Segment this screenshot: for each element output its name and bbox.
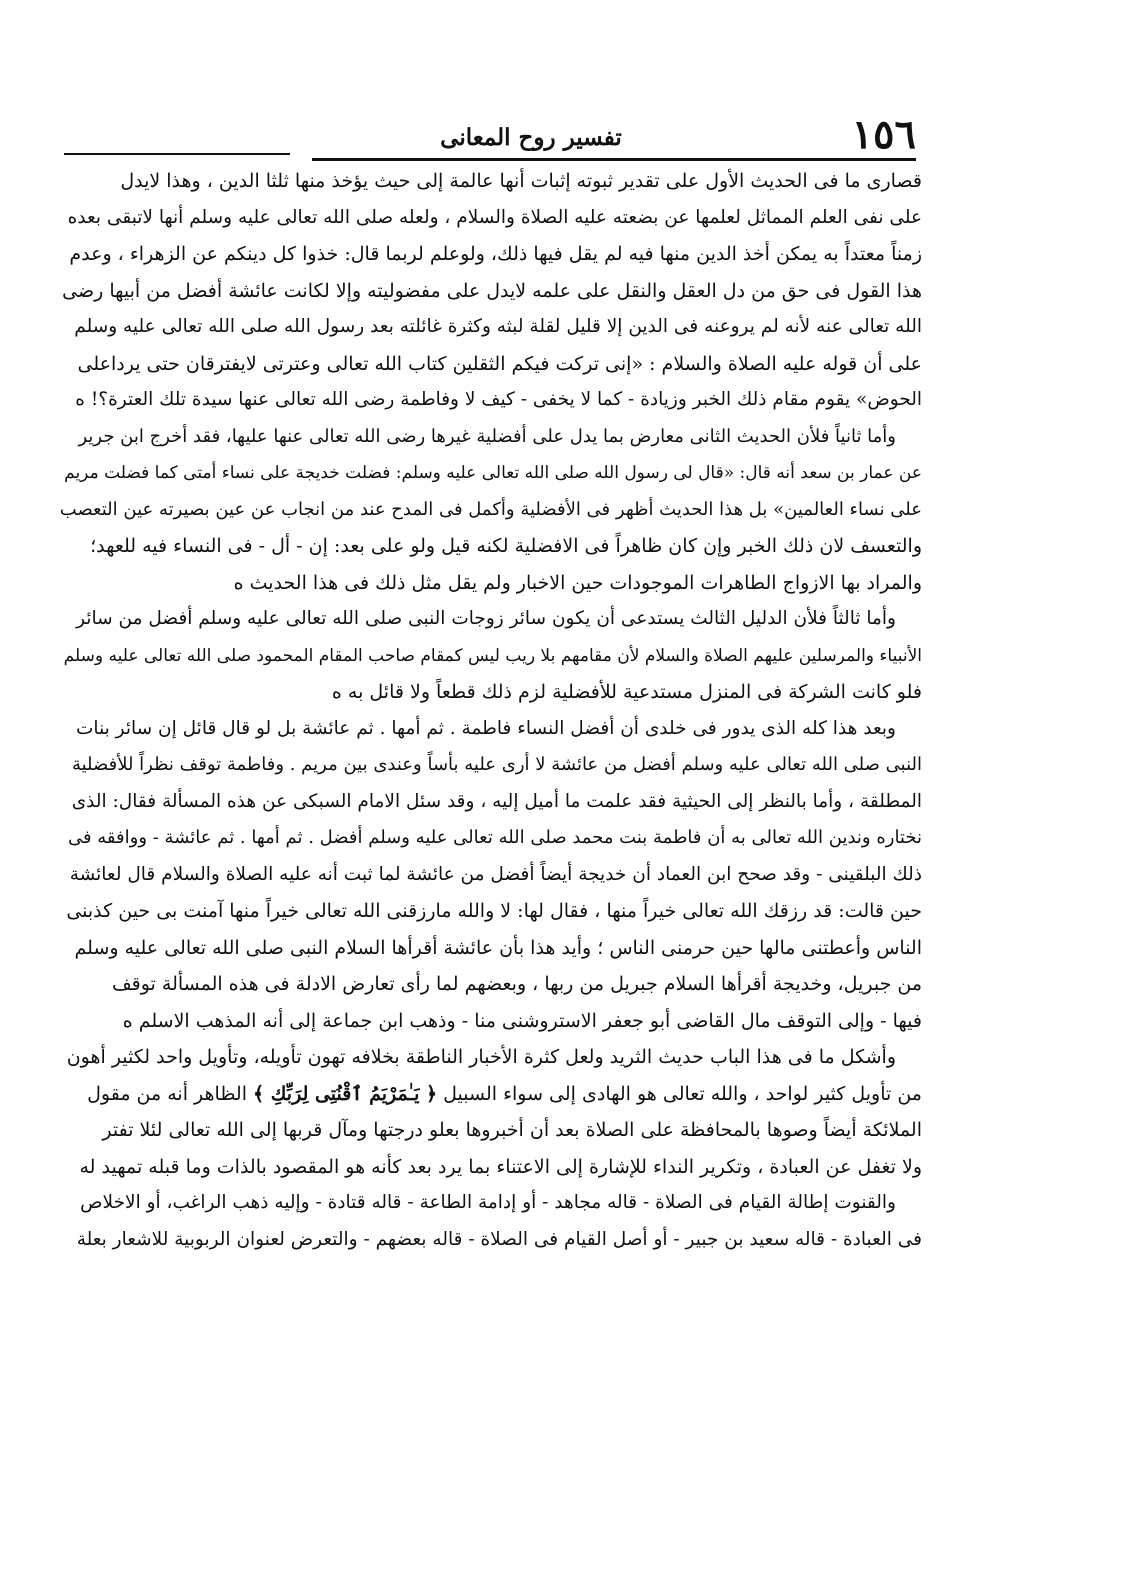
line-text: من جبريل، وخديجة أقرأها السلام جبريل من ربها ، وبعضهم لما رأى تعارض الادلة فى هذه المسألة توقف [111,973,922,995]
header-rule-right [312,158,916,161]
text-line [60,1039,922,1076]
body-text [60,163,922,1258]
line-text: الأنبياء والمرسلين عليهم الصلاة والسلام لأن مقامهم بلا ريب ليس كمقام صاحب المقام المحمود صلى الله تعالى عليه وسلم [63,645,922,666]
text-line [60,711,922,748]
text-line [60,528,922,565]
line-text: المطلقة ، وأما بالنظر إلى الحيثية فقد علمت ما أميل إليه ، وقد سئل الامام السبكى عن هذه المسألة فقال: الذى [71,790,922,812]
text-line [60,382,922,419]
line-text-continued: الظاهر أنه من مقول [87,1082,254,1105]
text-line [60,638,922,675]
text-line [60,1185,922,1222]
text-line [60,601,922,638]
line-text: قصارى ما فى الحديث الأول على تقدير ثبوته إثبات أنها عالمة إلى حيث يؤخذ منها ثلثا الدين ، وهذا لايدل [120,170,922,192]
text-line [60,674,922,711]
line-text: وبعد هذا كله الذى يدور فى خلدى أن أفضل النساء فاطمة . ثم أمها . ثم عائشة بل لو قال قائل إن سائر بنات [76,717,896,739]
text-line [60,747,922,784]
line-text: نختاره وندين الله تعالى به أن فاطمة بنت محمد صلى الله تعالى عليه وسلم أفضل . ثم أمها . ثم عائشة - ووافقه فى [67,827,922,848]
text-line [60,163,922,200]
page-number: ١٥٦ [851,111,916,158]
line-text: فى العبادة - قاله سعيد بن جبير - أو أصل القيام فى الصلاة - قاله بعضهم - والتعرض لعنوان الربوبية للاشعار بعلة [76,1228,922,1250]
text-line [60,273,922,310]
line-text: على نساء العالمين» بل هذا الحديث أظهر فى الأفضلية وأكمل فى المدح عند من انجاب عن عين بصيرته عين التعصب [60,498,922,520]
text-line [60,492,922,529]
quran-verse: ﴿ يَـٰمَرْيَمُ ٱقْنُتِى لِرَبِّكِ ﴾ [253,1082,438,1105]
text-line [60,820,922,857]
line-text: فيها - وإلى التوقف مال القاضى أبو جعفر الاستروشنى منا - وذهب ابن جماعة إلى أنه المذهب الاسلم ه [122,1009,922,1032]
text-line [60,200,922,237]
line-text: والتعسف لان ذلك الخبر وإن كان ظاهراً فى الافضلية لكنه قيل ولو على بعد: إن - أل - فى النساء فيه للعهد؛ [90,535,922,557]
line-text: النبى صلى الله تعالى عليه وسلم أفضل من عائشة لا أرى عليه بأساً وعندى بين مريم . وفاطمة توقف نظراً للأفضلية [71,754,922,775]
book-page [60,111,922,1565]
page-header [60,111,922,165]
line-text: فلو كانت الشركة فى المنزل مستدعية للأفضلية لزم ذلك قطعاً ولا قائل به ه [331,681,922,703]
text-line [60,309,922,346]
line-text: وأما ثالثاً فلأن الدليل الثالث يستدعى أن يكون سائر زوجات النبى صلى الله تعالى عليه وسلم أفضل من سائر [76,608,896,629]
line-text: عن عمار بن سعد أنه قال: «قال لى رسول الله صلى الله تعالى عليه وسلم: فضلت خديجة على نساء أمتى كما فضلت مريم [64,463,922,483]
text-line [60,966,922,1003]
line-text: زمناً معتداً به يمكن أخذ الدين منها فيه لم يقل فيها ذلك، ولوعلم لربما قال: خذوا كل دينكم عن الزهراء ، وعدم [69,243,922,265]
line-text: حين قالت: قد رزقك الله تعالى خيراً منها ، فقال لها: لا والله مارزقنى الله تعالى خيراً منها آمنت بى حين كذبنى [66,900,922,922]
line-text: الحوض» يقوم مقام ذلك الخبر وزيادة - كما لا يخفى - كيف لا وفاطمة رضى الله تعالى عنها سيدة تلك العترة؟! ه [75,389,922,410]
line-text: هذا القول فى حق من دل العقل والنقل على علمه لايدل على مفضوليته وإلا لكانت عائشة أفضل من أبيها رضى [62,279,922,302]
line-text: على نفى العلم المماثل لعلمها عن بضعته عليه الصلاة والسلام ، ولعله صلى الله تعالى عليه وسلم أنها لاتبقى بعده [67,206,922,228]
line-text: من تأويل كثير لواحد ، والله تعالى هو الهادى إلى سواء السبيل [443,1082,922,1105]
text-line [60,893,922,930]
text-line [60,857,922,894]
line-text: على أن قوله عليه الصلاة والسلام : «إنى تركت فيكم الثقلين كتاب الله تعالى وعترتى لايفترقان حتى يرداعلى [77,352,922,375]
line-text: وأما ثانياً فلأن الحديث الثانى معارض بما يدل على أفضلية غيرها رضى الله تعالى عنها عليها، فقد أخرج ابن جرير [78,425,896,447]
text-line [60,930,922,967]
text-line [60,455,922,492]
line-text: الملائكة أيضاً وصوها بالمحافظة على الصلاة بعد أن أخبروها بعلو درجتها ومآل قربها إلى الله تعالى لئلا تفتر [102,1119,922,1141]
line-text: ذلك البلقينى - وقد صحح ابن العماد أن خديجة أيضاً أفضل من عائشة لما ثبت أنه عليه الصلاة والسلام قال لعائشة [69,863,922,885]
line-text: وأشكل ما فى هذا الباب حديث الثريد ولعل كثرة الأخبار الناطقة بخلافه تهون تأويله، وتأويل واحد لكثير أهون [66,1046,896,1068]
text-line [60,419,922,456]
header-rule-left [64,153,290,155]
text-line [60,236,922,273]
text-line [60,346,922,383]
text-line [60,1003,922,1040]
text-line [60,565,922,602]
text-line [60,1222,922,1259]
line-text: ولا تغفل عن العبادة ، وتكرير النداء للإشارة إلى الاعتناء بما يرد بعد كأنه هو المقصود بالذات وما قبله تمهيد له [79,1155,922,1178]
line-text: الله تعالى عنه لأنه لم يروعنه فى الدين إلا قليل لقلة لبثه وكثرة غائلته بعد رسول الله صلى الله تعالى عليه وسلم [74,316,922,337]
text-line [60,784,922,821]
text-line [60,1112,922,1149]
text-line [60,1149,922,1186]
line-text: والمراد بها الازواج الطاهرات الموجودات حين الاخبار ولم يقل مثل ذلك فى هذا الحديث ه [233,571,922,594]
text-line [60,1076,922,1113]
line-text: الناس وأعطتنى مالها حين حرمنى الناس ؛ وأيد هذا بأن عائشة أقرأها السلام النبى صلى الله تعالى عليه وسلم [74,936,922,959]
line-text: والقنوت إطالة القيام فى الصلاة - قاله مجاهد - أو إدامة الطاعة - قاله قتادة - وإليه ذهب الراغب، أو الاخلاص [80,1192,896,1213]
running-title: تفسير روح المعانى [440,124,622,151]
